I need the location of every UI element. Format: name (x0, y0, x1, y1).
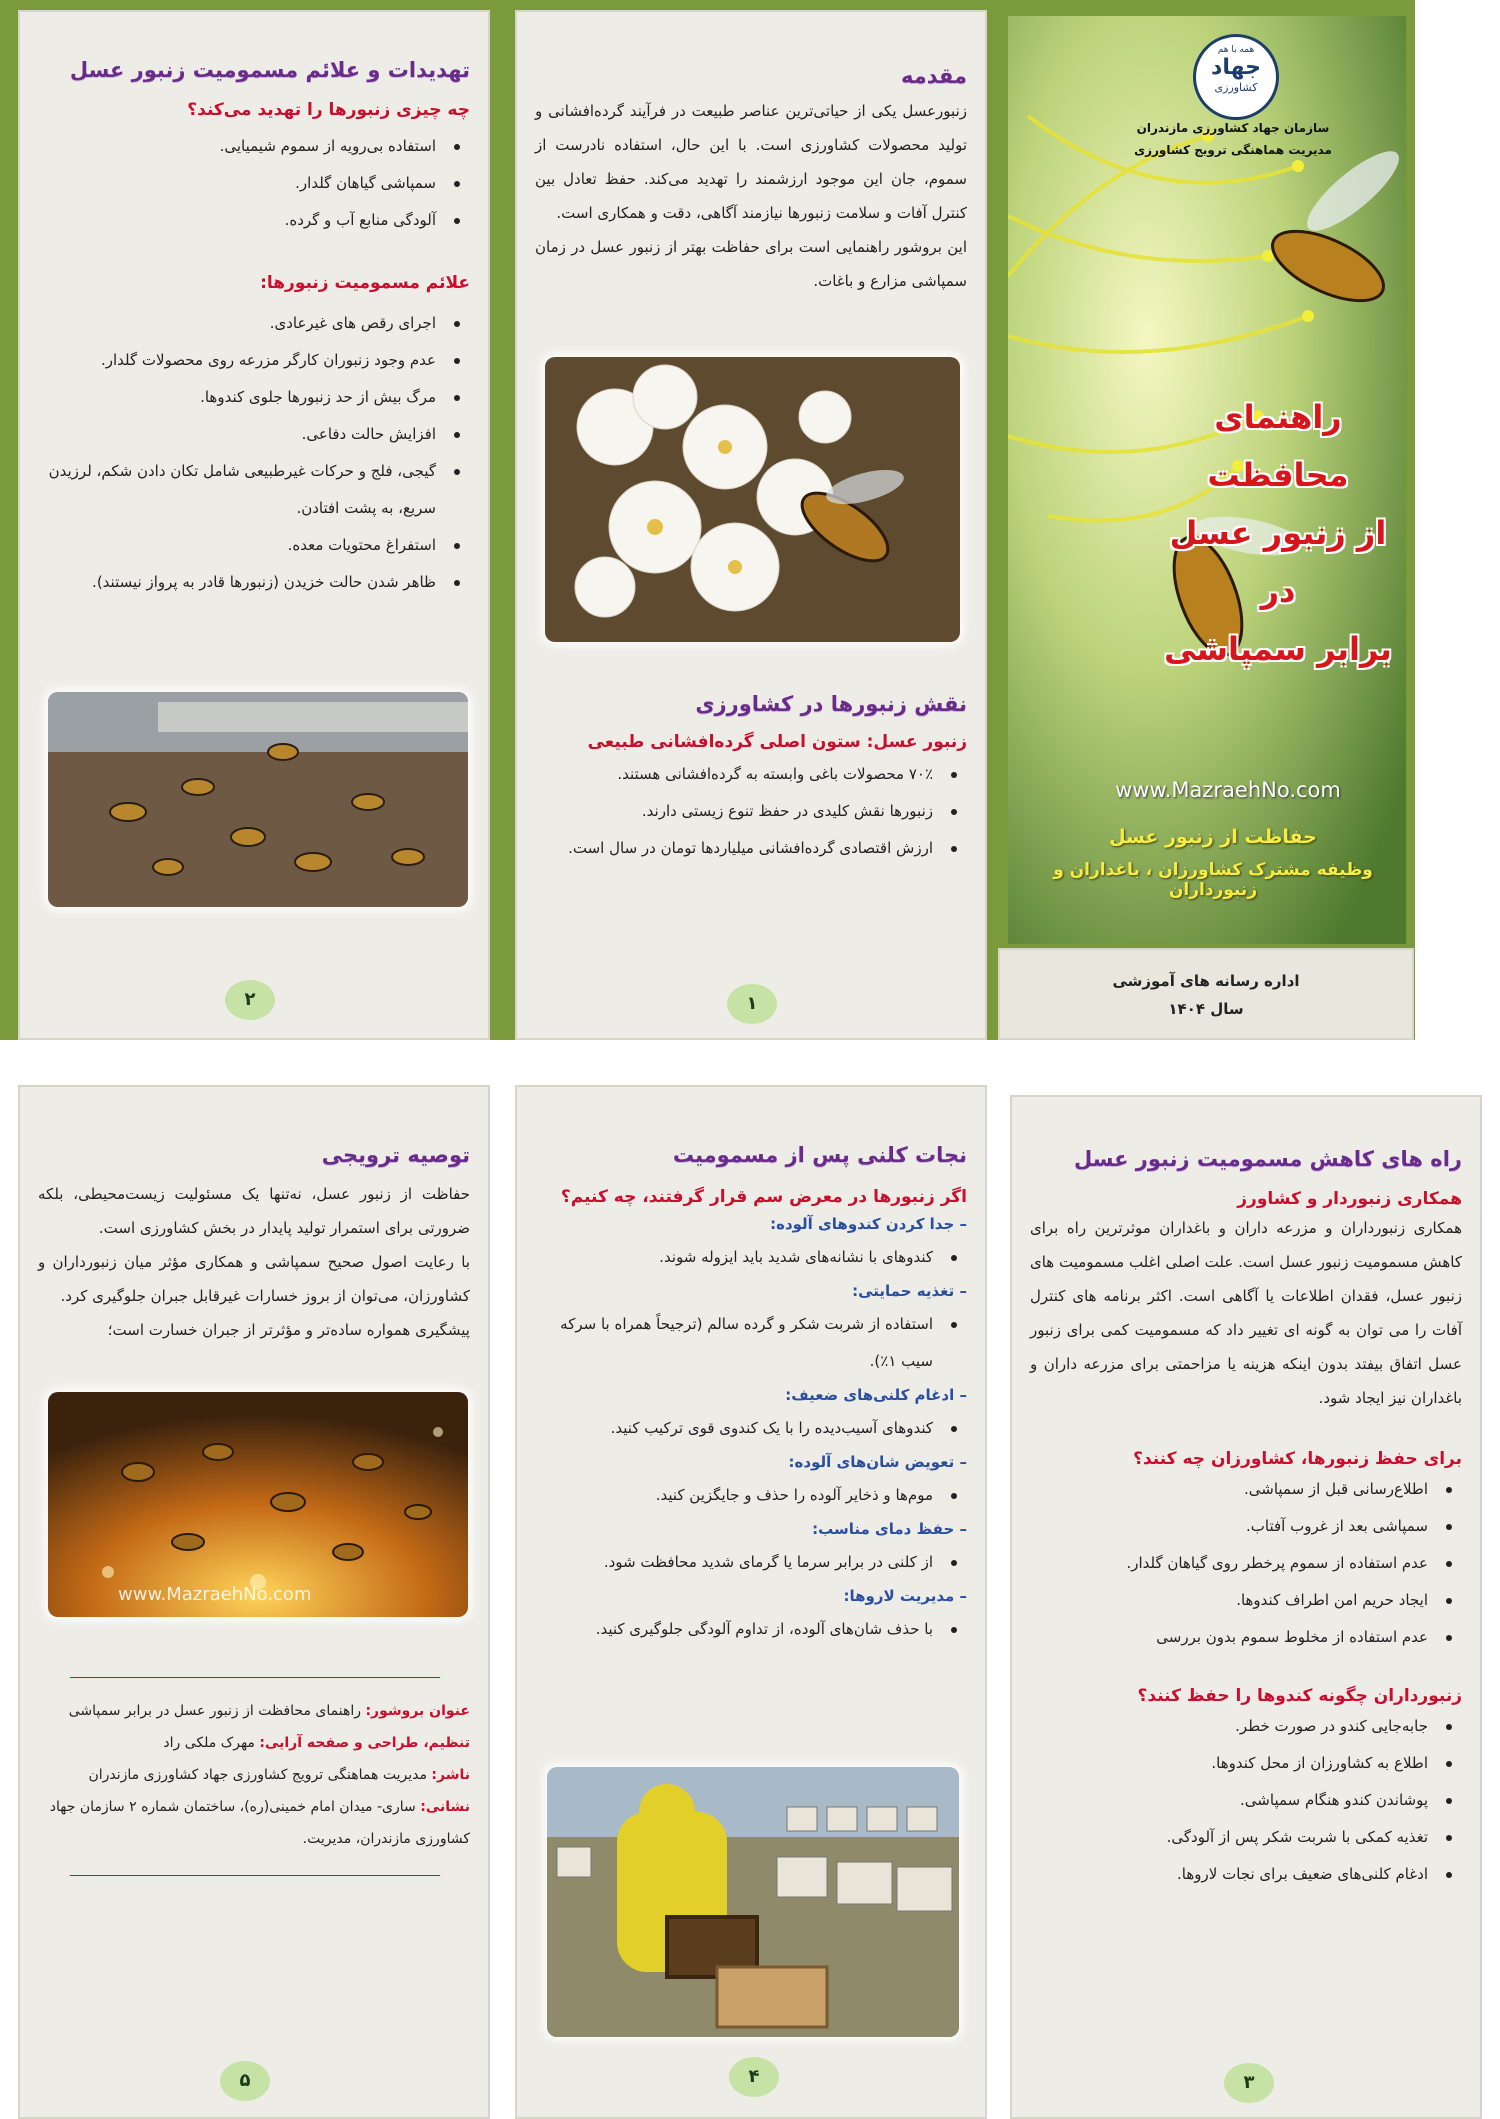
cooperation-paragraph: همکاری زنبورداران و مزرعه داران و باغداران موثرترین راه برای کاهش مسمومیت زنبور عسل است. علت اصلی اغلب مسمومیت های زنبور عسل، فقدان اطلاعات یا آگاهی است. اکثر برنامه های کنترل آفات را می توان به گونه ای تغییر داد که مسمومیت کمی برای زنبور عسل اتفاق بیفتد بدون اینکه هزینه یا مزاحمتی برای مزرعه داران و باغداران نیز ایجاد شود. (1030, 1219, 1462, 1407)
list-item: ارزش اقتصادی گرده‌افشانی میلیاردها تومان در سال است. (535, 830, 933, 867)
list-item: عدم استفاده از سموم پرخطر روی گیاهان گلدار. (1030, 1545, 1428, 1582)
beekeepers-question: زنبورداران چگونه کندوها را حفظ کنند؟ (1137, 1686, 1462, 1706)
beekeeper-photo (547, 1767, 959, 2037)
page-4-colony-rescue (515, 1085, 987, 2119)
cover-title-line: برابر سمپاشی (1164, 630, 1392, 668)
credit-key: ناشر: (431, 1767, 470, 1783)
list-item: مرگ بیش از حد زنبورها جلوی کندوها. (38, 379, 436, 416)
recommendation-title: توصیه ترویجی (321, 1143, 470, 1167)
cherry-blossom-bee-photo (545, 357, 960, 642)
cooperation-title: همکاری زنبوردار و کشاورز (1237, 1189, 1462, 1209)
list-item: جابه‌جایی کندو در صورت خطر. (1030, 1708, 1428, 1745)
page-3-reduction (1010, 1095, 1482, 2119)
brochure-inner-side (0, 1075, 1500, 2119)
threats-question: چه چیزی زنبورها را تهدید می‌کند؟ (187, 100, 470, 120)
org-line-1: سازمان جهاد کشاورزی مازندران (1136, 121, 1330, 135)
credit-line (48, 1695, 470, 1727)
rescue-question: اگر زنبورها در معرض سم قرار گرفتند، چه کنیم؟ (560, 1187, 967, 1207)
cover-website[interactable]: www.MazraehNo.com (1115, 778, 1341, 802)
jihad-logo (1193, 34, 1279, 120)
page-number: ۴ (729, 2057, 779, 2097)
list-item: استفاده بی‌رویه از سموم شیمیایی. (38, 128, 436, 165)
page-5-recommendation (18, 1085, 490, 2119)
cover-footer-box (998, 948, 1414, 1040)
dead-bees-photo (48, 692, 468, 907)
cover-slogan-line: وظیفه مشترک کشاورزان ، باغداران و زنبورداران (1053, 860, 1373, 900)
cover-title-line: راهنمای محافظت (1207, 398, 1349, 494)
credit-line (48, 1791, 470, 1855)
list-item: زنبورها نقش کلیدی در حفظ تنوع زیستی دارند. (535, 793, 933, 830)
page-number: ۱ (727, 984, 777, 1024)
divider-line (70, 1677, 440, 1678)
list-item: سمپاشی گیاهان گلدار. (38, 165, 436, 202)
credit-value: ساری- میدان امام خمینی(ره)، ساختمان شماره ۲ سازمان جهاد کشاورزی مازندران، مدیریت. (49, 1799, 470, 1847)
step-heading: – مدیریت لاروها: (843, 1587, 967, 1605)
cover-title (1158, 388, 1398, 678)
credit-key: نشانی: (420, 1799, 470, 1815)
divider-line (70, 1875, 440, 1876)
list-item: ظاهر شدن حالت خزیدن (زنبورها قادر به پرواز نیستند). (38, 564, 436, 601)
intro-paragraph: زنبورعسل یکی از حیاتی‌ترین عناصر طبیعت در فرآیند گرده‌افشانی و تولید محصولات کشاورزی است. با این حال، استفاده نادرست از سموم، جان این موجود ارزشمند را تهدید می‌کند. حفظ تعادل بین کنترل آفات و سلامت زنبورها نیازمند آگاهی، دقت و همکاری است. (535, 102, 967, 222)
logo-main-text: جهاد (1211, 55, 1261, 80)
list-item: آلودگی منابع آب و گرده. (38, 202, 436, 239)
bees-sunset-photo (48, 1392, 468, 1617)
page-number: ۲ (225, 980, 275, 1020)
photo-watermark: www.MazraehNo.com (118, 1584, 312, 1605)
signs-list (38, 305, 470, 601)
office-name: اداره رسانه های آموزشی (1112, 972, 1300, 990)
list-item: از کلنی در برابر سرما یا گرمای شدید محافظت شود. (535, 1544, 933, 1581)
credit-key: عنوان بروشور: (365, 1703, 470, 1719)
reduction-title: راه های کاهش مسمومیت زنبور عسل (1074, 1147, 1462, 1171)
list-item: ایجاد حریم امن اطراف کندوها. (1030, 1582, 1428, 1619)
publish-year: سال ۱۴۰۴ (1168, 1000, 1244, 1018)
credit-line (48, 1727, 470, 1759)
list-item: ادغام کلنی‌های ضعیف برای نجات لاروها. (1030, 1856, 1428, 1893)
list-item: افزایش حالت دفاعی. (38, 416, 436, 453)
logo-top-text: همه با هم (1217, 45, 1255, 55)
list-item: تغذیه کمکی با شربت شکر پس از آلودگی. (1030, 1819, 1428, 1856)
page-number: ۵ (220, 2061, 270, 2101)
role-title: نقش زنبورها در کشاورزی (695, 692, 967, 716)
cover-title-line: از زنبور عسل در (1169, 514, 1387, 610)
recommendation-paragraph: پیشگیری همواره ساده‌تر و مؤثرتر از جبران خسارت است؛ (107, 1321, 470, 1339)
rescue-steps (535, 1209, 967, 1648)
signs-title: علائم مسمومیت زنبورها: (260, 273, 470, 293)
credit-value: مهرک ملکی راد (163, 1735, 260, 1751)
farmers-list (1030, 1471, 1462, 1656)
list-item: اجرای رقص های غیرعادی. (38, 305, 436, 342)
page-1-intro (515, 10, 987, 1040)
list-item: گیجی، فلج و حرکات غیرطبیعی شامل تکان دادن شکم، لرزیدن سریع، به پشت افتادن. (38, 453, 436, 527)
step-heading: – تعویض شان‌های آلوده: (788, 1453, 967, 1471)
credit-line (48, 1759, 470, 1791)
step-heading: – تغذیه حمایتی: (852, 1282, 967, 1300)
role-subtitle: زنبور عسل: ستون اصلی گرده‌افشانی طبیعی (587, 732, 967, 752)
threats-list (38, 128, 470, 239)
rescue-title: نجات کلنی پس از مسمومیت (672, 1143, 967, 1167)
list-item: اطلاع‌رسانی قبل از سمپاشی. (1030, 1471, 1428, 1508)
list-item: کندوهای آسیب‌دیده را با یک کندوی قوی ترکیب کنید. (535, 1410, 933, 1447)
credit-value: راهنمای محافظت از زنبور عسل در برابر سمپاشی (68, 1703, 366, 1719)
recommendation-paragraph: حفاظت از زنبور عسل، نه‌تنها یک مسئولیت زیست‌محیطی، بلکه ضرورتی برای استمرار تولید پایدار در بخش کشاورزی است. (38, 1185, 470, 1237)
logo-sub-text: کشاورزی (1214, 81, 1258, 94)
list-item: با حذف شان‌های آلوده، از تداوم آلودگی جلوگیری کنید. (535, 1611, 933, 1648)
list-item: موم‌ها و ذخایر آلوده را حذف و جایگزین کنید. (535, 1477, 933, 1514)
list-item: کندوهای با نشانه‌های شدید باید ایزوله شوند. (535, 1239, 933, 1276)
brochure-outer-side (0, 0, 1500, 1040)
step-heading: – حفظ دمای مناسب: (812, 1520, 967, 1538)
farmers-question: برای حفظ زنبورها، کشاورزان چه کنند؟ (1133, 1449, 1462, 1469)
page-2-threats (18, 10, 490, 1040)
list-item: عدم استفاده از مخلوط سموم بدون بررسی (1030, 1619, 1428, 1656)
list-item: پوشاندن کندو هنگام سمپاشی. (1030, 1782, 1428, 1819)
credit-value: مدیریت هماهنگی ترویج کشاورزی جهاد کشاورزی مازندران (88, 1767, 432, 1783)
list-item: عدم وجود زنبوران کارگر مزرعه روی محصولات گلدار. (38, 342, 436, 379)
cover-page (1008, 16, 1406, 944)
page-number: ۳ (1224, 2063, 1274, 2103)
role-list (535, 756, 967, 867)
list-item: ۷۰٪ محصولات باغی وابسته به گرده‌افشانی هستند. (535, 756, 933, 793)
credit-key: تنظیم، طراحی و صفحه آرایی: (259, 1735, 470, 1751)
list-item: استفاده از شربت شکر و گرده سالم (ترجیحاً همراه با سرکه سیب ۱٪). (535, 1306, 933, 1380)
list-item: استفراغ محتویات معده. (38, 527, 436, 564)
intro-paragraph: این بروشور راهنمایی است برای حفاظت بهتر از زنبور عسل در زمان سمپاشی مزارع و باغات. (535, 238, 967, 290)
org-line-2: مدیریت هماهنگی ترویج کشاورزی (1134, 143, 1332, 157)
list-item: سمپاشی بعد از غروب آفتاب. (1030, 1508, 1428, 1545)
beekeepers-list (1030, 1708, 1462, 1893)
recommendation-paragraph: با رعایت اصول صحیح سمپاشی و همکاری مؤثر میان زنبورداران و کشاورزان، می‌توان از بروز خسارات غیرقابل جبران جلوگیری کرد. (38, 1253, 470, 1305)
intro-title: مقدمه (901, 64, 967, 88)
cover-slogan-line: حفاظت از زنبور عسل (1109, 826, 1317, 848)
threats-title: تهدیدات و علائم مسمومیت زنبور عسل (69, 58, 470, 82)
list-item: اطلاع به کشاورزان از محل کندوها. (1030, 1745, 1428, 1782)
step-heading: – ادغام کلنی‌های ضعیف: (785, 1386, 967, 1404)
step-heading: – جدا کردن کندوهای آلوده: (770, 1215, 967, 1233)
